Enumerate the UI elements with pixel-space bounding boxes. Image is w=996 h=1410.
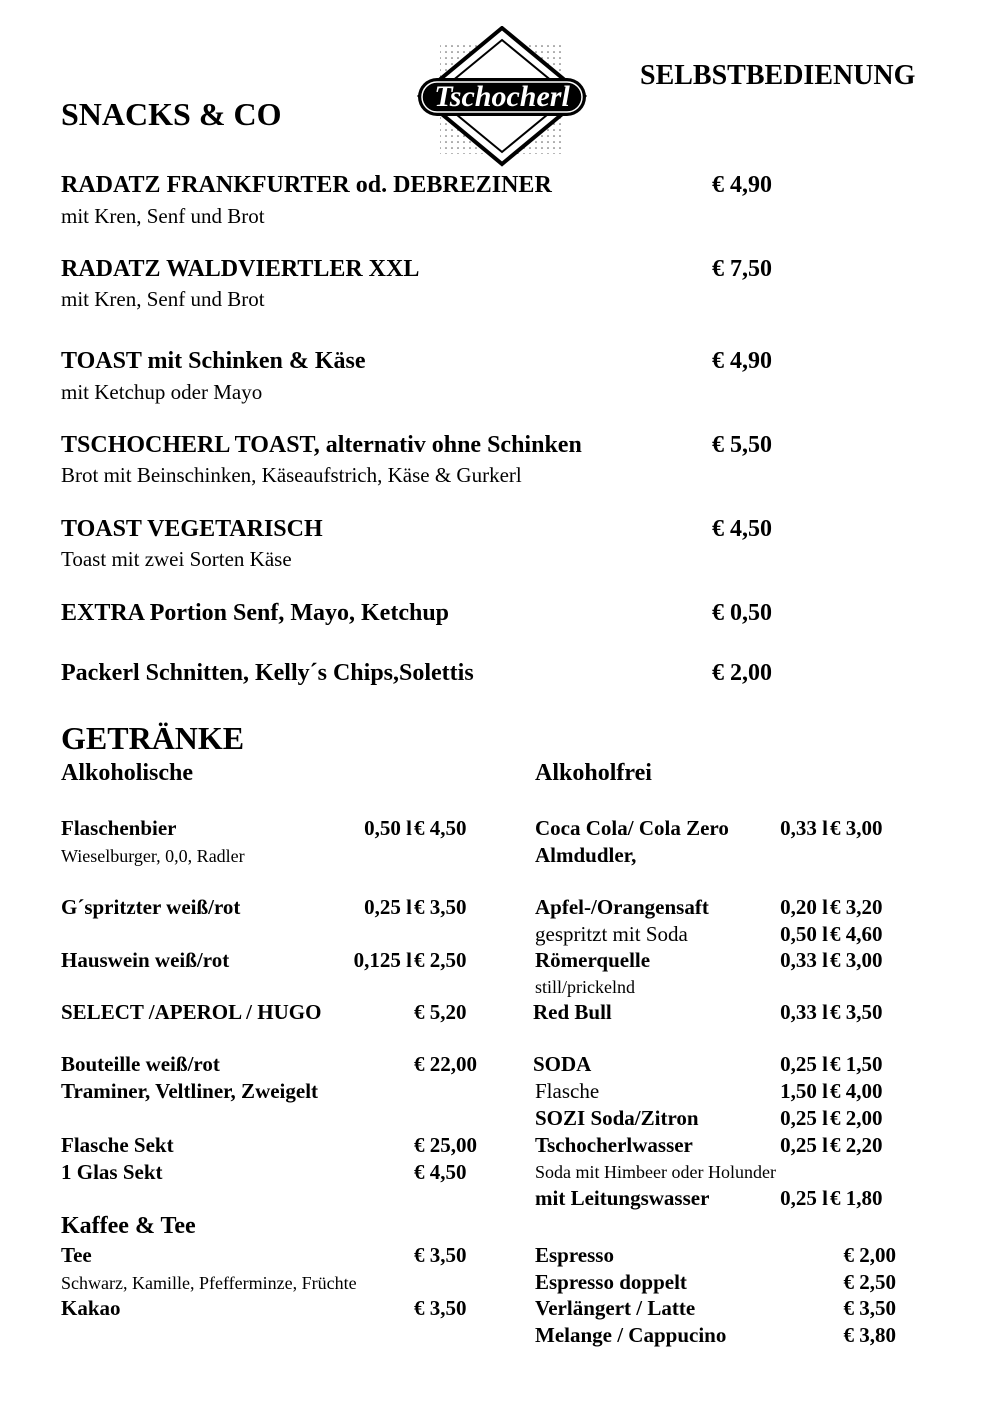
drink-price: € 3,00 [830, 948, 883, 972]
snack-name: TOAST VEGETARISCH [61, 516, 323, 542]
drink-desc: Schwarz, Kamille, Pfefferminze, Früchte [61, 1273, 357, 1293]
drink-price: € 3,50 [830, 1000, 883, 1024]
coffee-name: Espresso doppelt [535, 1270, 687, 1294]
drink-desc: gespritzt mit Soda [535, 922, 688, 946]
nonalcoholic-title: Alkoholfrei [535, 760, 652, 786]
snack-desc: mit Kren, Senf und Brot [61, 204, 265, 228]
drink-name: Traminer, Veltliner, Zweigelt [61, 1079, 319, 1103]
drink-price: € 1,50 [830, 1052, 883, 1076]
drink-qty: 0,25 l [780, 1106, 828, 1130]
drink-price: € 22,00 [414, 1052, 477, 1076]
drink-name: 1 Glas Sekt [61, 1160, 163, 1184]
snack-name: RADATZ FRANKFURTER od. DEBREZINER [61, 172, 552, 198]
drink-name: Hauswein weiß/rot [61, 948, 230, 972]
drink-desc: Wieselburger, 0,0, Radler [61, 846, 245, 866]
drink-name: Coca Cola/ Cola Zero [535, 816, 729, 840]
drink-qty: 0,25 l [364, 895, 412, 919]
self-service-title: SELBSTBEDIENUNG [640, 60, 916, 91]
drink-name: SOZI Soda/Zitron [535, 1106, 699, 1130]
snacks-title: SNACKS & CO [61, 96, 282, 132]
snack-price: € 7,50 [712, 256, 772, 282]
drink-name: Kakao [61, 1296, 121, 1320]
snack-desc: mit Kren, Senf und Brot [61, 287, 265, 311]
snack-name: RADATZ WALDVIERTLER XXL [61, 256, 420, 282]
snack-price: € 5,50 [712, 432, 772, 458]
drink-price: € 4,60 [830, 922, 883, 946]
drink-desc: still/prickelnd [535, 977, 635, 997]
coffee-name: Melange / Cappucino [535, 1323, 727, 1347]
coffee-price: € 3,80 [843, 1323, 896, 1347]
drink-name: Römerquelle [535, 948, 651, 972]
drink-price: € 4,00 [830, 1079, 883, 1103]
drink-qty: 0,33 l [780, 948, 828, 972]
drink-qty: 0,20 l [780, 895, 828, 919]
snack-price: € 2,00 [712, 660, 772, 686]
drinks-title: GETRÄNKE [61, 720, 245, 756]
drink-price: € 5,20 [414, 1000, 467, 1024]
drink-price: € 1,80 [830, 1186, 883, 1210]
drink-price: € 4,50 [414, 816, 467, 840]
drink-name: Almdudler, [535, 843, 637, 867]
coffee-name: Verlängert / Latte [535, 1296, 696, 1320]
drink-qty: 1,50 l [780, 1079, 828, 1103]
snack-name: TSCHOCHERL TOAST, alternativ ohne Schinken [61, 432, 582, 458]
drink-qty: 0,50 l [364, 816, 412, 840]
drink-name: Red Bull [533, 1000, 612, 1024]
drink-price: € 2,50 [414, 948, 467, 972]
snack-price: € 4,90 [712, 348, 772, 374]
drink-qty: 0,33 l [780, 1000, 828, 1024]
drink-price: € 4,50 [414, 1160, 467, 1184]
drink-name: mit Leitungswasser [535, 1186, 710, 1210]
coffee-price: € 2,50 [843, 1270, 896, 1294]
drink-name: SELECT /APEROL / HUGO [61, 1000, 322, 1024]
drink-price: € 3,50 [414, 895, 467, 919]
drink-price: € 2,20 [830, 1133, 883, 1157]
drink-name: Tschocherlwasser [535, 1133, 693, 1157]
snack-price: € 4,50 [712, 516, 772, 542]
drink-name: SODA [533, 1052, 592, 1076]
drink-qty: 0,50 l [780, 922, 828, 946]
tschocherl-logo [414, 26, 590, 168]
drink-name: Flaschenbier [61, 816, 177, 840]
drink-name: Tee [61, 1243, 92, 1267]
snack-price: € 4,90 [712, 172, 772, 198]
alcoholic-title: Alkoholische [61, 760, 194, 786]
snack-name: EXTRA Portion Senf, Mayo, Ketchup [61, 600, 450, 626]
snack-desc: Toast mit zwei Sorten Käse [61, 547, 292, 571]
snack-price: € 0,50 [712, 600, 772, 626]
drink-desc: Flasche [535, 1079, 600, 1103]
drink-qty: 0,25 l [780, 1052, 828, 1076]
drink-name: Apfel-/Orangensaft [535, 895, 709, 919]
logo-text: Tschocherl [434, 80, 570, 113]
drink-price: € 25,00 [414, 1133, 477, 1157]
coffee-price: € 3,50 [843, 1296, 896, 1320]
drink-price: € 3,00 [830, 816, 883, 840]
drink-qty: 0,125 l [353, 948, 412, 972]
drink-qty: 0,25 l [780, 1186, 828, 1210]
drink-price: € 3,50 [414, 1243, 467, 1267]
drink-price: € 3,50 [414, 1296, 467, 1320]
snack-desc: mit Ketchup oder Mayo [61, 380, 263, 404]
coffee-tea-title: Kaffee & Tee [61, 1213, 196, 1239]
drink-qty: 0,33 l [780, 816, 828, 840]
drink-name: Flasche Sekt [61, 1133, 174, 1157]
coffee-price: € 2,00 [843, 1243, 896, 1267]
coffee-name: Espresso [535, 1243, 614, 1267]
drink-name: Bouteille weiß/rot [61, 1052, 220, 1076]
snack-name: Packerl Schnitten, Kelly´s Chips,Solettis [61, 660, 474, 686]
drink-price: € 2,00 [830, 1106, 883, 1130]
drink-price: € 3,20 [830, 895, 883, 919]
drink-name: G´spritzter weiß/rot [61, 895, 241, 919]
snack-name: TOAST mit Schinken & Käse [61, 348, 366, 374]
snack-desc: Brot mit Beinschinken, Käseaufstrich, Käse & Gurkerl [61, 463, 522, 487]
drink-qty: 0,25 l [780, 1133, 828, 1157]
drink-desc: Soda mit Himbeer oder Holunder [535, 1162, 776, 1182]
